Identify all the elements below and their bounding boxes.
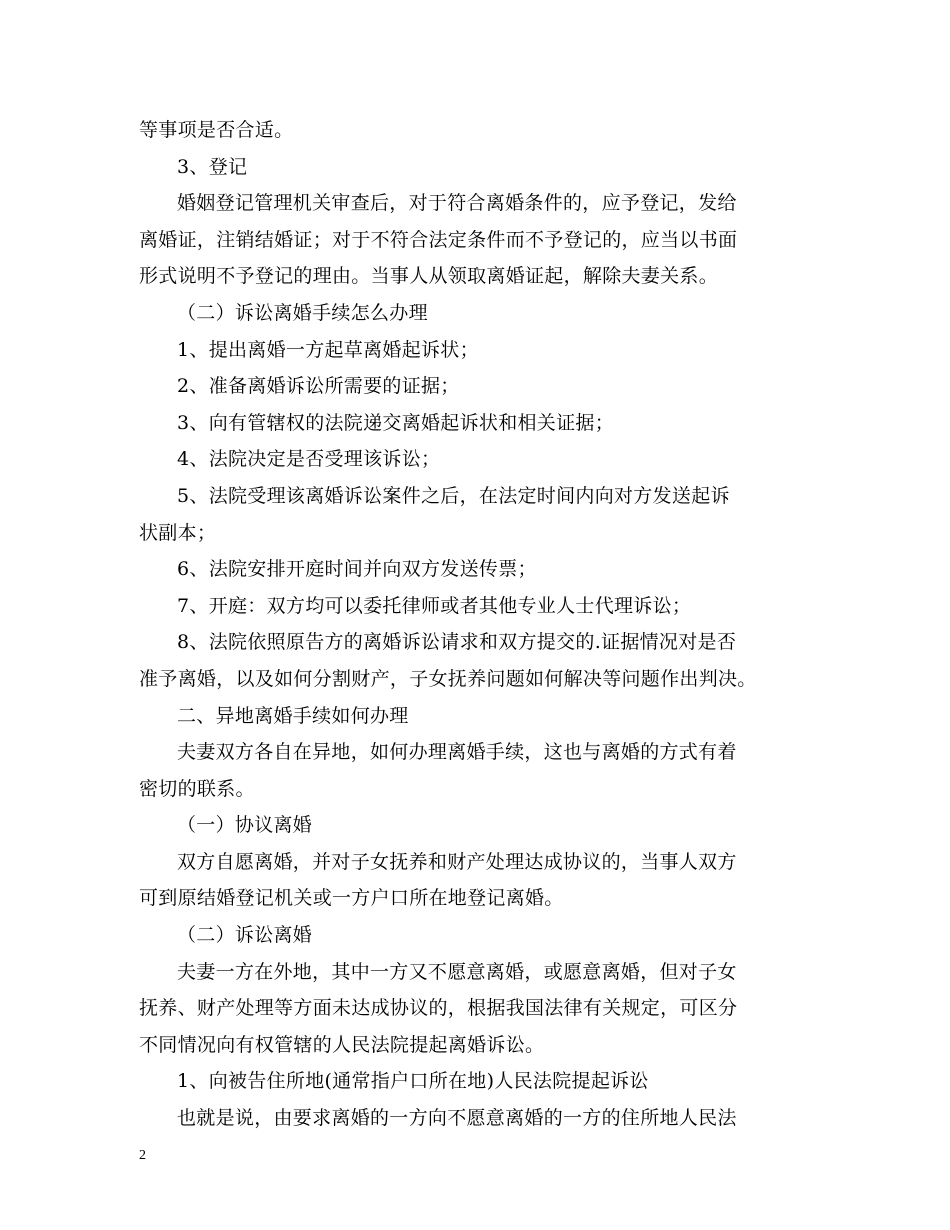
text-line: 2、准备离婚诉讼所需要的证据；: [177, 375, 460, 398]
text-line: 4、法院决定是否受理该诉讼；: [177, 448, 441, 471]
text-line: 6、法院安排开庭时间并向双方发送传票；: [177, 558, 537, 581]
text-line: 3、向有管辖权的法院递交离婚起诉状和相关证据；: [177, 411, 614, 434]
text-line: 不同情况向有权管辖的人民法院提起离婚诉讼。: [139, 1033, 545, 1056]
document-body: [139, 112, 819, 1137]
text-line: 也就是说，由要求离婚的一方向不愿意离婚的一方的住所地人民法: [177, 1107, 737, 1130]
text-line: 双方自愿离婚，并对子女抚养和财产处理达成协议的，当事人双方: [177, 850, 737, 873]
text-line: 等事项是否合适。: [139, 119, 294, 141]
text-line: 抚养、财产处理等方面未达成协议的，根据我国法律有关规定，可区分: [139, 997, 738, 1020]
text-line: 密切的联系。: [139, 777, 255, 800]
text-line: 状副本；: [139, 521, 217, 544]
text-line: 1、向被告住所地(通常指户口所在地)人民法院提起诉讼: [177, 1070, 649, 1093]
page-number: 2: [139, 1148, 146, 1163]
text-line: （一）协议离婚: [177, 814, 313, 837]
text-line: 1、提出离婚一方起草离婚起诉状；: [177, 338, 479, 361]
text-line: 准予离婚，以及如何分割财产，子女抚养问题如何解决等问题作出判决。: [139, 667, 757, 690]
text-line: 二、异地离婚手续如何办理: [177, 704, 409, 727]
text-line: 夫妻双方各自在异地，如何办理离婚手续，这也与离婚的方式有着: [177, 741, 737, 764]
text-line: 可到原结婚登记机关或一方户口所在地登记离婚。: [139, 887, 564, 910]
text-line: 形式说明不予登记的理由。当事人从领取离婚证起，解除夫妻关系。: [139, 265, 719, 288]
text-line: 7、开庭：双方均可以委托律师或者其他专业人士代理诉讼；: [177, 594, 692, 617]
text-line: 夫妻一方在外地，其中一方又不愿意离婚，或愿意离婚，但对子女: [177, 960, 737, 983]
text-line: 婚姻登记管理机关审查后，对于符合离婚条件的，应予登记，发给: [177, 192, 737, 215]
text-line: 离婚证，注销结婚证；对于不符合法定条件而不予登记的，应当以书面: [139, 228, 738, 251]
text-line: 3、登记: [177, 155, 248, 178]
text-line: 5、法院受理该离婚诉讼案件之后，在法定时间内向对方发送起诉: [177, 484, 730, 507]
text-line: （二）诉讼离婚手续怎么办理: [177, 301, 428, 324]
text-line: （二）诉讼离婚: [177, 924, 313, 947]
text-line: 8、法院依照原告方的离婚诉讼请求和双方提交的.证据情况对是否: [177, 631, 737, 654]
